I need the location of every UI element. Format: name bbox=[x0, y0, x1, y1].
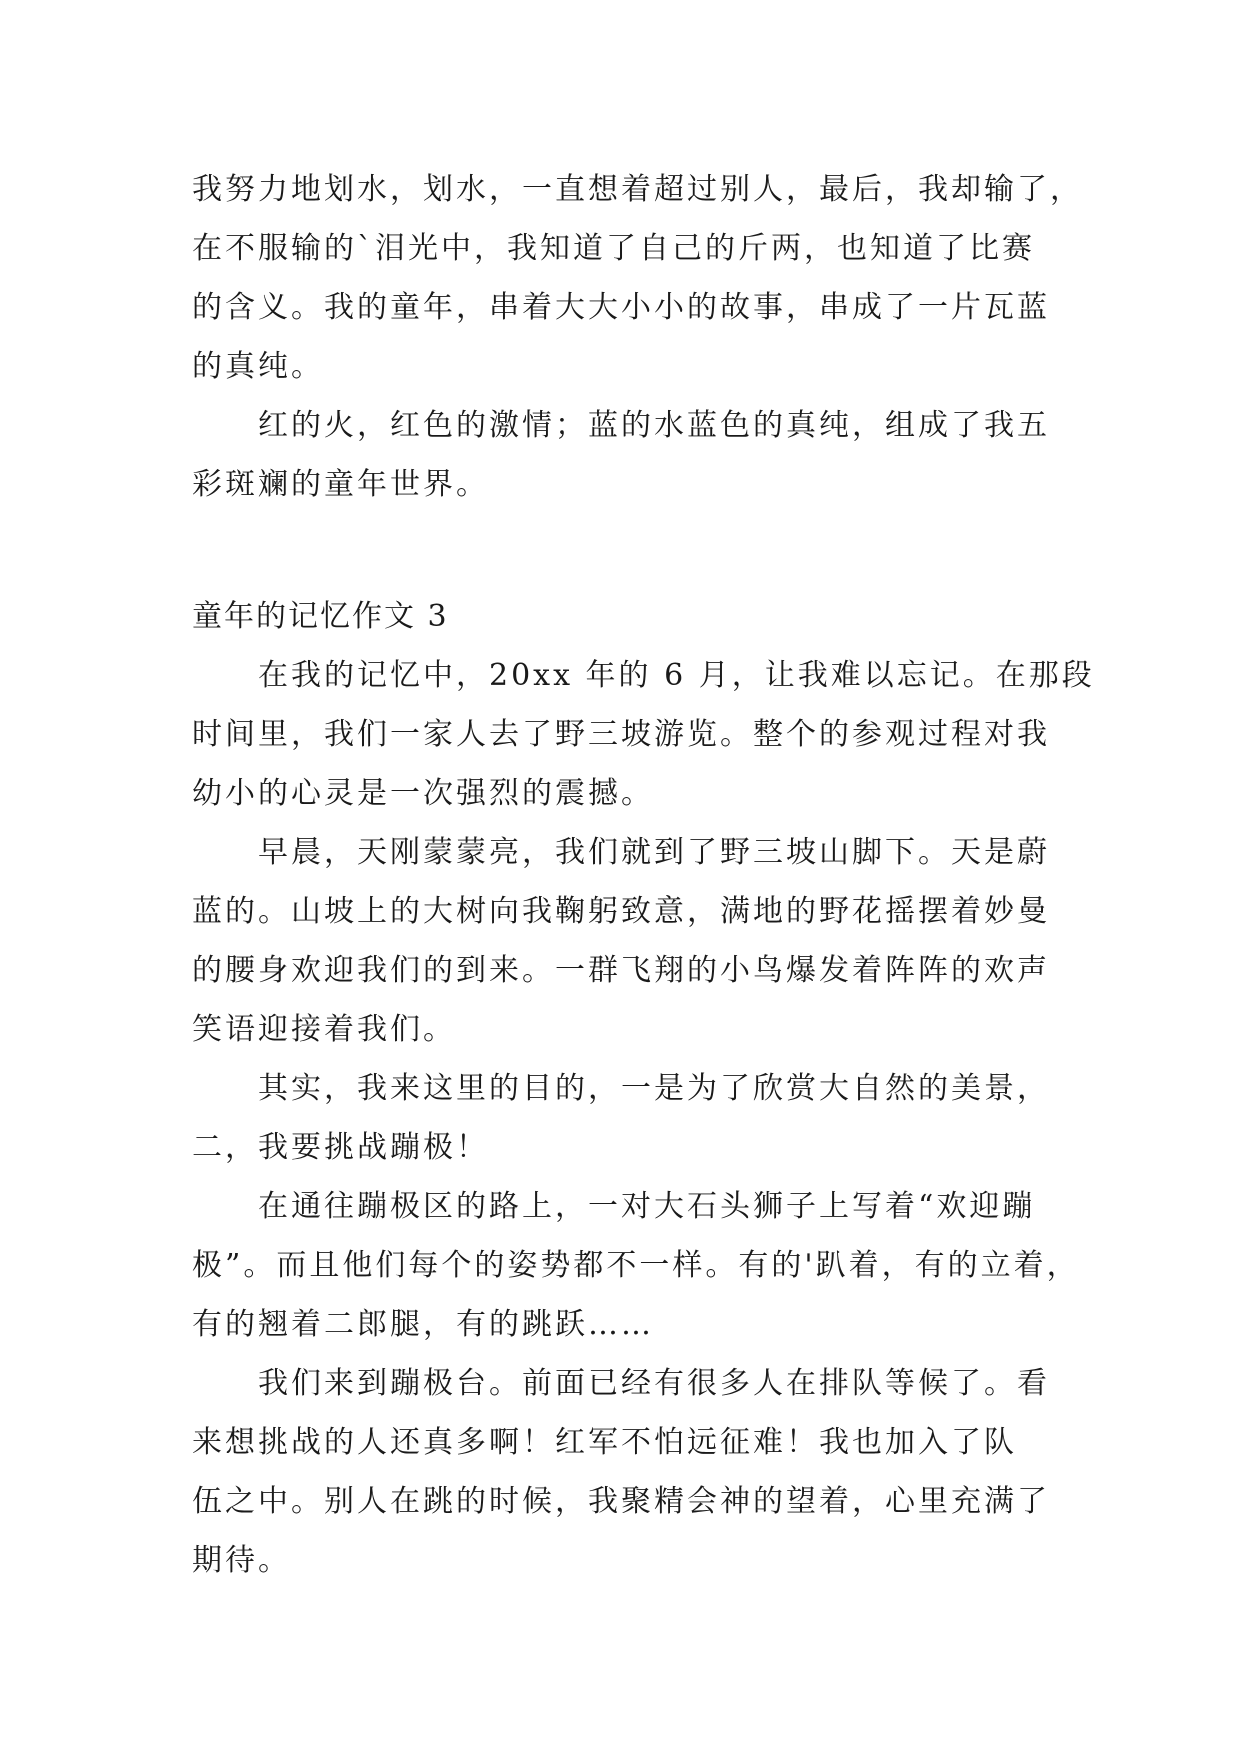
text-line: 有的翘着二郎腿，有的跳跃…… bbox=[192, 1307, 654, 1342]
text-line: 时间里，我们一家人去了野三坡游览。整个的参观过程对我 bbox=[192, 717, 1050, 752]
text-line: 笑语迎接着我们。 bbox=[192, 1012, 456, 1047]
text-line: 蓝的。山坡上的大树向我鞠躬致意，满地的野花摇摆着妙曼 bbox=[192, 894, 1050, 929]
text-line: 其实，我来这里的目的，一是为了欣赏大自然的美景， bbox=[258, 1071, 1050, 1106]
text-line: 红的火，红色的激情；蓝的水蓝色的真纯，组成了我五 bbox=[258, 408, 1050, 443]
text-line: 的真纯。 bbox=[192, 349, 324, 384]
text-line: 来想挑战的人还真多啊！红军不怕远征难！我也加入了队 bbox=[192, 1425, 1017, 1460]
text-line: 伍之中。别人在跳的时候，我聚精会神的望着，心里充满了 bbox=[192, 1484, 1050, 1519]
text-line: 彩斑斓的童年世界。 bbox=[192, 467, 489, 502]
text-line: 幼小的心灵是一次强烈的震撼。 bbox=[192, 776, 654, 811]
text-line: 早晨，天刚蒙蒙亮，我们就到了野三坡山脚下。天是蔚 bbox=[258, 835, 1050, 870]
text-line: 的腰身欢迎我们的到来。一群飞翔的小鸟爆发着阵阵的欢声 bbox=[192, 953, 1050, 988]
paragraph bbox=[192, 1177, 1080, 1354]
paragraph bbox=[192, 1059, 1062, 1177]
text-line: 二，我要挑战蹦极！ bbox=[192, 1130, 489, 1165]
text-line: 我努力地划水，划水，一直想着超过别人，最后，我却输了， bbox=[192, 172, 1083, 207]
text-line: 在不服输的`泪光中，我知道了自己的斤两，也知道了比赛 bbox=[192, 231, 1035, 266]
paragraph bbox=[192, 1354, 1062, 1590]
paragraph bbox=[192, 823, 1062, 1059]
text-line: 的含义。我的童年，串着大大小小的故事，串成了一片瓦蓝 bbox=[192, 290, 1050, 325]
text-line: 极”。而且他们每个的姿势都不一样。有的'趴着，有的立着， bbox=[192, 1248, 1080, 1283]
document-page bbox=[192, 160, 1095, 1590]
section-title: 童年的记忆作文 3 bbox=[192, 599, 449, 634]
section-spacer bbox=[192, 514, 1062, 587]
paragraph bbox=[192, 160, 1083, 396]
text-line: 在我的记忆中，20xx 年的 6 月，让我难以忘记。在那段 bbox=[258, 658, 1095, 693]
text-line: 期待。 bbox=[192, 1543, 291, 1578]
paragraph bbox=[192, 396, 1062, 514]
paragraph bbox=[192, 646, 1095, 823]
text-line: 在通往蹦极区的路上，一对大石头狮子上写着“欢迎蹦 bbox=[258, 1189, 1036, 1224]
text-line: 我们来到蹦极台。前面已经有很多人在排队等候了。看 bbox=[258, 1366, 1050, 1401]
